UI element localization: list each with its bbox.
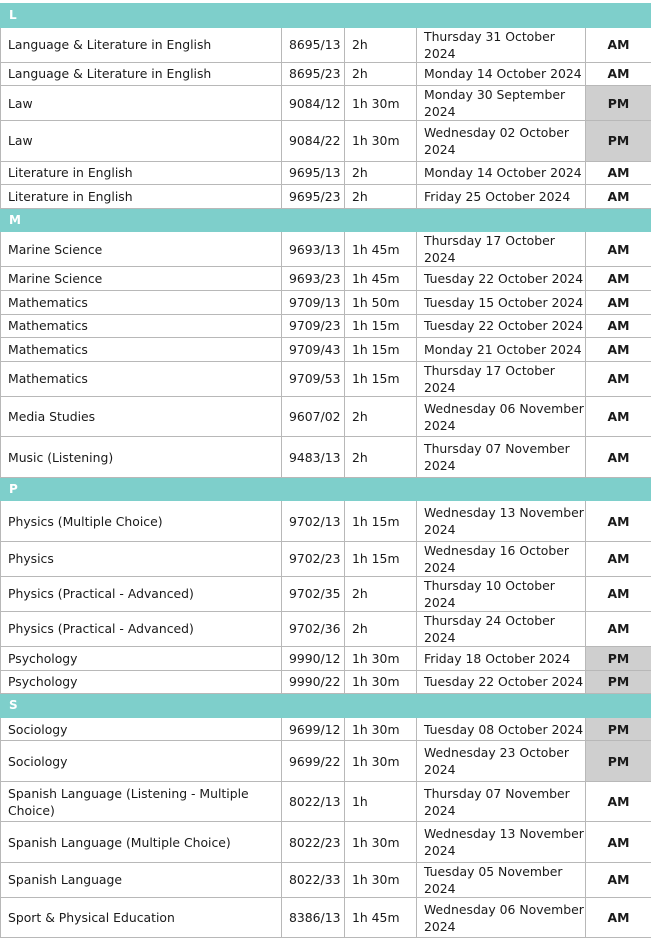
- subject-cell: Spanish Language: [1, 862, 282, 897]
- session-cell: AM: [586, 232, 651, 267]
- section-letter: S: [1, 694, 651, 718]
- session-cell: AM: [586, 822, 651, 863]
- subject-cell: Spanish Language (Listening - Multiple Choice): [1, 781, 282, 822]
- table-row: [1, 437, 651, 478]
- table-row: [1, 862, 651, 897]
- duration-cell: 1h 30m: [345, 862, 417, 897]
- session-cell: AM: [586, 291, 651, 315]
- duration-cell: 1h 30m: [345, 121, 417, 162]
- date-cell: Thursday 17 October 2024: [417, 232, 586, 267]
- code-cell: 9699/12: [282, 717, 345, 741]
- table-row: [1, 86, 651, 121]
- date-cell: Monday 14 October 2024: [417, 62, 586, 86]
- subject-cell: Mathematics: [1, 338, 282, 362]
- code-cell: 9695/23: [282, 185, 345, 209]
- duration-cell: 1h: [345, 781, 417, 822]
- subject-cell: Physics (Practical - Advanced): [1, 611, 282, 646]
- date-cell: Monday 21 October 2024: [417, 338, 586, 362]
- duration-cell: 1h 30m: [345, 670, 417, 694]
- table-row: [1, 27, 651, 62]
- code-cell: 8022/23: [282, 822, 345, 863]
- table-row: [1, 611, 651, 646]
- date-cell: Friday 18 October 2024: [417, 646, 586, 670]
- subject-cell: Mathematics: [1, 361, 282, 396]
- date-cell: Wednesday 06 November 2024: [417, 897, 586, 938]
- date-cell: Thursday 17 October 2024: [417, 361, 586, 396]
- code-cell: 9709/23: [282, 314, 345, 338]
- section-letter: P: [1, 477, 651, 501]
- code-cell: 9607/02: [282, 396, 345, 437]
- table-row: [1, 646, 651, 670]
- duration-cell: 1h 15m: [345, 338, 417, 362]
- table-row: [1, 267, 651, 291]
- duration-cell: 1h 45m: [345, 267, 417, 291]
- section-letter: M: [1, 208, 651, 232]
- section-header: [1, 477, 651, 501]
- code-cell: 9693/23: [282, 267, 345, 291]
- duration-cell: 1h 30m: [345, 822, 417, 863]
- code-cell: 9695/13: [282, 161, 345, 185]
- duration-cell: 1h 15m: [345, 541, 417, 576]
- date-cell: Wednesday 02 October 2024: [417, 121, 586, 162]
- subject-cell: Music (Listening): [1, 437, 282, 478]
- date-cell: Tuesday 22 October 2024: [417, 314, 586, 338]
- duration-cell: 1h 30m: [345, 741, 417, 782]
- session-cell: AM: [586, 314, 651, 338]
- code-cell: 8695/13: [282, 27, 345, 62]
- exam-timetable: [0, 3, 651, 938]
- table-row: [1, 501, 651, 542]
- session-cell: AM: [586, 541, 651, 576]
- session-cell: PM: [586, 670, 651, 694]
- session-cell: PM: [586, 717, 651, 741]
- table-row: [1, 185, 651, 209]
- table-row: [1, 121, 651, 162]
- date-cell: Thursday 31 October 2024: [417, 27, 586, 62]
- code-cell: 9709/43: [282, 338, 345, 362]
- session-cell: AM: [586, 611, 651, 646]
- subject-cell: Law: [1, 121, 282, 162]
- session-cell: AM: [586, 267, 651, 291]
- date-cell: Monday 30 September 2024: [417, 86, 586, 121]
- session-cell: AM: [586, 338, 651, 362]
- duration-cell: 1h 30m: [345, 717, 417, 741]
- session-cell: PM: [586, 646, 651, 670]
- date-cell: Thursday 24 October 2024: [417, 611, 586, 646]
- timetable-body: [1, 4, 651, 938]
- table-row: [1, 781, 651, 822]
- table-row: [1, 62, 651, 86]
- code-cell: 9084/22: [282, 121, 345, 162]
- session-cell: AM: [586, 161, 651, 185]
- subject-cell: Language & Literature in English: [1, 27, 282, 62]
- duration-cell: 1h 15m: [345, 361, 417, 396]
- section-letter: L: [1, 4, 651, 28]
- table-row: [1, 576, 651, 611]
- code-cell: 9702/23: [282, 541, 345, 576]
- subject-cell: Literature in English: [1, 161, 282, 185]
- subject-cell: Sociology: [1, 717, 282, 741]
- session-cell: PM: [586, 741, 651, 782]
- date-cell: Thursday 07 November 2024: [417, 437, 586, 478]
- duration-cell: 1h 30m: [345, 646, 417, 670]
- session-cell: AM: [586, 501, 651, 542]
- code-cell: 8022/13: [282, 781, 345, 822]
- code-cell: 9709/13: [282, 291, 345, 315]
- session-cell: AM: [586, 576, 651, 611]
- session-cell: PM: [586, 86, 651, 121]
- table-row: [1, 338, 651, 362]
- duration-cell: 1h 15m: [345, 314, 417, 338]
- session-cell: AM: [586, 62, 651, 86]
- duration-cell: 1h 50m: [345, 291, 417, 315]
- subject-cell: Psychology: [1, 646, 282, 670]
- table-row: [1, 897, 651, 938]
- code-cell: 9709/53: [282, 361, 345, 396]
- table-row: [1, 314, 651, 338]
- date-cell: Thursday 10 October 2024: [417, 576, 586, 611]
- code-cell: 9084/12: [282, 86, 345, 121]
- date-cell: Friday 25 October 2024: [417, 185, 586, 209]
- subject-cell: Sport & Physical Education: [1, 897, 282, 938]
- duration-cell: 1h 45m: [345, 897, 417, 938]
- code-cell: 9699/22: [282, 741, 345, 782]
- date-cell: Wednesday 13 November 2024: [417, 822, 586, 863]
- duration-cell: 2h: [345, 437, 417, 478]
- table-row: [1, 361, 651, 396]
- session-cell: AM: [586, 437, 651, 478]
- session-cell: AM: [586, 781, 651, 822]
- date-cell: Tuesday 05 November 2024: [417, 862, 586, 897]
- subject-cell: Mathematics: [1, 291, 282, 315]
- date-cell: Tuesday 08 October 2024: [417, 717, 586, 741]
- date-cell: Wednesday 23 October 2024: [417, 741, 586, 782]
- code-cell: 9483/13: [282, 437, 345, 478]
- subject-cell: Literature in English: [1, 185, 282, 209]
- date-cell: Wednesday 06 November 2024: [417, 396, 586, 437]
- session-cell: PM: [586, 121, 651, 162]
- date-cell: Tuesday 15 October 2024: [417, 291, 586, 315]
- subject-cell: Physics: [1, 541, 282, 576]
- section-header: [1, 4, 651, 28]
- duration-cell: 2h: [345, 611, 417, 646]
- subject-cell: Media Studies: [1, 396, 282, 437]
- code-cell: 9702/13: [282, 501, 345, 542]
- code-cell: 8695/23: [282, 62, 345, 86]
- date-cell: Wednesday 13 November 2024: [417, 501, 586, 542]
- duration-cell: 2h: [345, 576, 417, 611]
- code-cell: 9990/12: [282, 646, 345, 670]
- duration-cell: 1h 45m: [345, 232, 417, 267]
- duration-cell: 2h: [345, 27, 417, 62]
- session-cell: AM: [586, 897, 651, 938]
- duration-cell: 2h: [345, 396, 417, 437]
- session-cell: AM: [586, 361, 651, 396]
- date-cell: Monday 14 October 2024: [417, 161, 586, 185]
- table-row: [1, 396, 651, 437]
- subject-cell: Marine Science: [1, 232, 282, 267]
- code-cell: 8386/13: [282, 897, 345, 938]
- subject-cell: Sociology: [1, 741, 282, 782]
- subject-cell: Mathematics: [1, 314, 282, 338]
- duration-cell: 1h 15m: [345, 501, 417, 542]
- code-cell: 9990/22: [282, 670, 345, 694]
- code-cell: 9693/13: [282, 232, 345, 267]
- subject-cell: Physics (Practical - Advanced): [1, 576, 282, 611]
- date-cell: Wednesday 16 October 2024: [417, 541, 586, 576]
- subject-cell: Psychology: [1, 670, 282, 694]
- code-cell: 8022/33: [282, 862, 345, 897]
- duration-cell: 2h: [345, 185, 417, 209]
- table-row: [1, 741, 651, 782]
- section-header: [1, 208, 651, 232]
- subject-cell: Law: [1, 86, 282, 121]
- table-row: [1, 670, 651, 694]
- duration-cell: 2h: [345, 161, 417, 185]
- date-cell: Tuesday 22 October 2024: [417, 267, 586, 291]
- table-row: [1, 822, 651, 863]
- code-cell: 9702/35: [282, 576, 345, 611]
- session-cell: AM: [586, 185, 651, 209]
- duration-cell: 1h 30m: [345, 86, 417, 121]
- code-cell: 9702/36: [282, 611, 345, 646]
- date-cell: Tuesday 22 October 2024: [417, 670, 586, 694]
- table-row: [1, 161, 651, 185]
- table-row: [1, 232, 651, 267]
- session-cell: AM: [586, 862, 651, 897]
- duration-cell: 2h: [345, 62, 417, 86]
- subject-cell: Marine Science: [1, 267, 282, 291]
- date-cell: Thursday 07 November 2024: [417, 781, 586, 822]
- subject-cell: Language & Literature in English: [1, 62, 282, 86]
- section-header: [1, 694, 651, 718]
- table-row: [1, 541, 651, 576]
- subject-cell: Spanish Language (Multiple Choice): [1, 822, 282, 863]
- table-row: [1, 717, 651, 741]
- session-cell: AM: [586, 27, 651, 62]
- table-row: [1, 291, 651, 315]
- subject-cell: Physics (Multiple Choice): [1, 501, 282, 542]
- session-cell: AM: [586, 396, 651, 437]
